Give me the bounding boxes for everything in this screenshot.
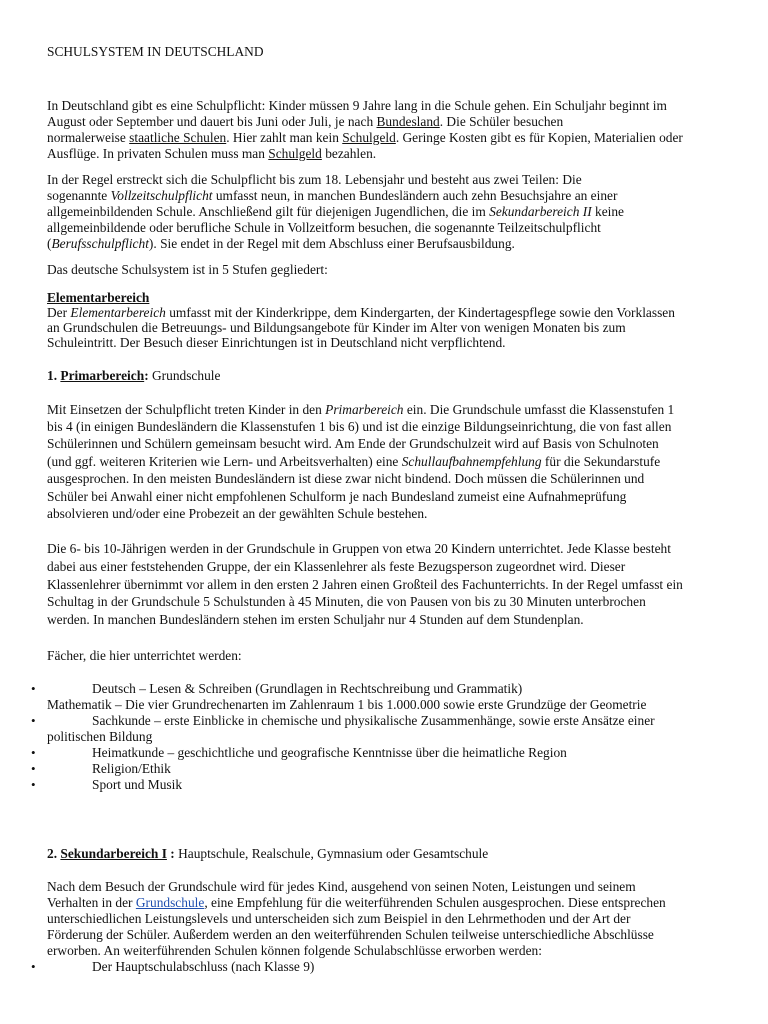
sekundar-p1-line-3: unterschiedlichen Leistungslevels und unterscheiden sich zum Beispiel in den Lehrmethoden und der Art der bbox=[47, 911, 631, 926]
primar-p2-line-1: Die 6- bis 10-Jährigen werden in der Grundschule in Gruppen von etwa 20 Kindern unterrichtet. Jede Klasse besteht bbox=[47, 541, 671, 556]
italic-term: Berufsschulpflicht bbox=[51, 236, 149, 251]
text: , eine Empfehlung für die weiterführenden Schulen ausgesprochen. Diese entsprechen bbox=[204, 895, 666, 910]
elementar-line-1 bbox=[47, 305, 675, 321]
text: August oder September und dauert bis Juni oder Juli, je nach bbox=[47, 114, 377, 129]
text: keine bbox=[591, 204, 625, 219]
paragraph-2-line-4: allgemeinbildende oder berufliche Schule in Vollzeitform besuchen, die sogenannte Teilzeitschulpflicht bbox=[47, 220, 601, 235]
italic-term: Elementarbereich bbox=[70, 305, 166, 320]
sekundar-p1-line-5: erworben. An weiterführenden Schulen können folgende Schulabschlüsse erworben werden: bbox=[47, 943, 542, 958]
paragraph-2-line-5 bbox=[47, 236, 515, 252]
heading-number: 2. bbox=[47, 846, 61, 861]
paragraph-1-line-2 bbox=[47, 114, 563, 130]
text: Verhalten in der bbox=[47, 895, 136, 910]
primar-p1-line-6: Schüler bei Anwahl einer nicht empfohlenen Schulform je nach Bundesland zumeist eine Aufnahmeprüfung bbox=[47, 489, 627, 504]
list-item: Sachkunde – erste Einblicke in chemische und physikalische Zusammenhänge, sowie erste Ansätze einer bbox=[92, 713, 655, 728]
primar-p2-line-5: werden. In manchen Bundesländern stehen im ersten Schuljahr nur 4 Stunden auf dem Stundenplan. bbox=[47, 612, 584, 627]
paragraph-1-line-1: In Deutschland gibt es eine Schulpflicht: Kinder müssen 9 Jahre lang in die Schule gehen. Ein Schuljahr beginnt im bbox=[47, 98, 667, 113]
list-item: Religion/Ethik bbox=[92, 761, 171, 776]
paragraph-1-line-3 bbox=[47, 130, 683, 146]
bullet: • bbox=[31, 745, 36, 760]
primar-p1-line-3: Schülerinnen und Schülern gemeinsam besucht wird. Am Ende der Grundschulzeit wird auf Basis von Schulnoten bbox=[47, 436, 659, 451]
section-heading-primarbereich bbox=[47, 368, 220, 384]
primar-p2-line-4: Schultag in der Grundschule 5 Schulstunden à 45 Minuten, die von Pausen von bis zu 30 Minuten unterbrochen bbox=[47, 594, 646, 609]
primar-p1-line-1 bbox=[47, 402, 674, 418]
paragraph-2-line-3 bbox=[47, 204, 624, 220]
bullet: • bbox=[31, 959, 36, 974]
list-item: Sport und Musik bbox=[92, 777, 183, 792]
text: normalerweise bbox=[47, 130, 130, 145]
italic-term: Sekundarbereich II bbox=[489, 204, 592, 219]
text: ). Sie endet in der Regel mit dem Abschluss einer Berufsausbildung. bbox=[148, 236, 515, 251]
text: umfasst mit der Kinderkrippe, dem Kindergarten, der Kindertagespflege sowie den Vorklassen bbox=[165, 305, 675, 320]
text: ( bbox=[47, 236, 52, 251]
link-staatliche-schulen[interactable]: staatliche Schulen bbox=[129, 130, 227, 145]
list-item: Heimatkunde – geschichtliche und geografische Kenntnisse über die heimatliche Region bbox=[92, 745, 567, 760]
elementar-line-2: an Grundschulen die Betreuungs- und Bildungsangebote für Kinder im Alter von wenigen Monaten bis zum bbox=[47, 320, 626, 335]
bullet: • bbox=[31, 713, 36, 728]
italic-term: Primarbereich bbox=[325, 402, 404, 417]
italic-term: Schullaufbahnempfehlung bbox=[401, 454, 542, 469]
primar-p2-line-2: dabei aus einer feststehenden Gruppe, der ein Klassenlehrer als feste Bezugsperson zugeordnet wird. Dieser bbox=[47, 559, 626, 574]
paragraph-2-line-2 bbox=[47, 188, 617, 204]
document-title: SCHULSYSTEM IN DEUTSCHLAND bbox=[47, 44, 264, 59]
sekundar-p1-line-4: Förderung der Schüler. Außerdem werden an den weiterführenden Schulen teilweise unterschiedliche Abschlüsse bbox=[47, 927, 654, 942]
paragraph-3: Das deutsche Schulsystem ist in 5 Stufen gegliedert: bbox=[47, 262, 328, 277]
text: . Hier zahlt man kein bbox=[226, 130, 343, 145]
heading-text: Elementarbereich bbox=[47, 290, 150, 305]
section-heading-elementarbereich bbox=[47, 290, 149, 306]
link-grundschule[interactable]: Grundschule bbox=[135, 895, 205, 910]
primar-p1-line-4 bbox=[47, 454, 660, 470]
list-item: Der Hauptschulabschluss (nach Klasse 9) bbox=[92, 959, 315, 974]
heading-number: 1. bbox=[47, 368, 61, 383]
text: allgemeinbildenden Schule. Anschließend gilt für diejenigen Jugendlichen, die im bbox=[47, 204, 490, 219]
text: sogenannte bbox=[47, 188, 111, 203]
bullet: • bbox=[31, 761, 36, 776]
sekundar-p1-line-1: Nach dem Besuch der Grundschule wird für jedes Kind, ausgehend von seinen Noten, Leistungen und seinem bbox=[47, 879, 636, 894]
paragraph-1-line-4 bbox=[47, 146, 376, 162]
italic-term: Vollzeitschulpflicht bbox=[110, 188, 213, 203]
list-item-continuation: politischen Bildung bbox=[47, 729, 153, 744]
bullet: • bbox=[31, 777, 36, 792]
primar-p1-line-7: absolvieren und/oder eine Probezeit an der gewählten Schule bestehen. bbox=[47, 506, 428, 521]
text: Ausflüge. In privaten Schulen muss man bbox=[47, 146, 269, 161]
heading-text: Sekundarbereich I bbox=[60, 846, 167, 861]
text: ein. Die Grundschule umfasst die Klassenstufen 1 bbox=[403, 402, 675, 417]
primar-p1-line-2: bis 4 (in einigen Bundesländern die Klassenstufen 1 bis 6) und ist die einzige Bildungseinrichtung, die von fast allen bbox=[47, 419, 672, 434]
text: umfasst neun, in manchen Bundesländern auch zehn Besuchsjahre an einer bbox=[212, 188, 618, 203]
primar-p2-line-3: Klassenlehrer übernimmt vor allem in den ersten 2 Jahren einen Großteil des Fachunterrichts. In der Regel umfasst ein bbox=[47, 577, 683, 592]
heading-colon: : bbox=[166, 846, 175, 861]
text: . Die Schüler besuchen bbox=[439, 114, 564, 129]
text: (und ggf. weiteren Kriterien wie Lern- und Arbeitsverhalten) eine bbox=[47, 454, 402, 469]
bullet: • bbox=[31, 681, 36, 696]
text: für die Sekundarstufe bbox=[541, 454, 661, 469]
faecher-intro: Fächer, die hier unterrichtet werden: bbox=[47, 648, 242, 663]
text: bezahlen. bbox=[321, 146, 377, 161]
section-heading-sekundarbereich bbox=[47, 846, 488, 862]
paragraph-2-line-1: In der Regel erstreckt sich die Schulpflicht bis zum 18. Lebensjahr und besteht aus zwei Teilen: Die bbox=[47, 172, 582, 187]
link-schulgeld[interactable]: Schulgeld bbox=[342, 130, 396, 145]
heading-sub: Grundschule bbox=[148, 368, 221, 383]
text: Der bbox=[47, 305, 71, 320]
heading-text: Primarbereich bbox=[60, 368, 145, 383]
text: . Geringe Kosten gibt es für Kopien, Materialien oder bbox=[395, 130, 683, 145]
text: Mit Einsetzen der Schulpflicht treten Kinder in den bbox=[47, 402, 326, 417]
list-item: Deutsch – Lesen & Schreiben (Grundlagen in Rechtschreibung und Grammatik) bbox=[92, 681, 523, 696]
heading-colon: : bbox=[144, 368, 149, 383]
list-item: Mathematik – Die vier Grundrechenarten im Zahlenraum 1 bis 1.000.000 sowie erste Grundzüge der Geometrie bbox=[47, 697, 647, 712]
elementar-line-3: Schuleintritt. Der Besuch dieser Einrichtungen ist in Deutschland nicht verpflichtend. bbox=[47, 335, 506, 350]
sekundar-p1-line-2 bbox=[47, 895, 666, 911]
heading-sub: Hauptschule, Realschule, Gymnasium oder Gesamtschule bbox=[174, 846, 489, 861]
link-bundesland[interactable]: Bundesland bbox=[376, 114, 440, 129]
link-schulgeld-2[interactable]: Schulgeld bbox=[268, 146, 322, 161]
primar-p1-line-5: ausgesprochen. In den meisten Bundesländern ist diese zwar nicht bindend. Doch müssen die Schülerinnen und bbox=[47, 471, 645, 486]
